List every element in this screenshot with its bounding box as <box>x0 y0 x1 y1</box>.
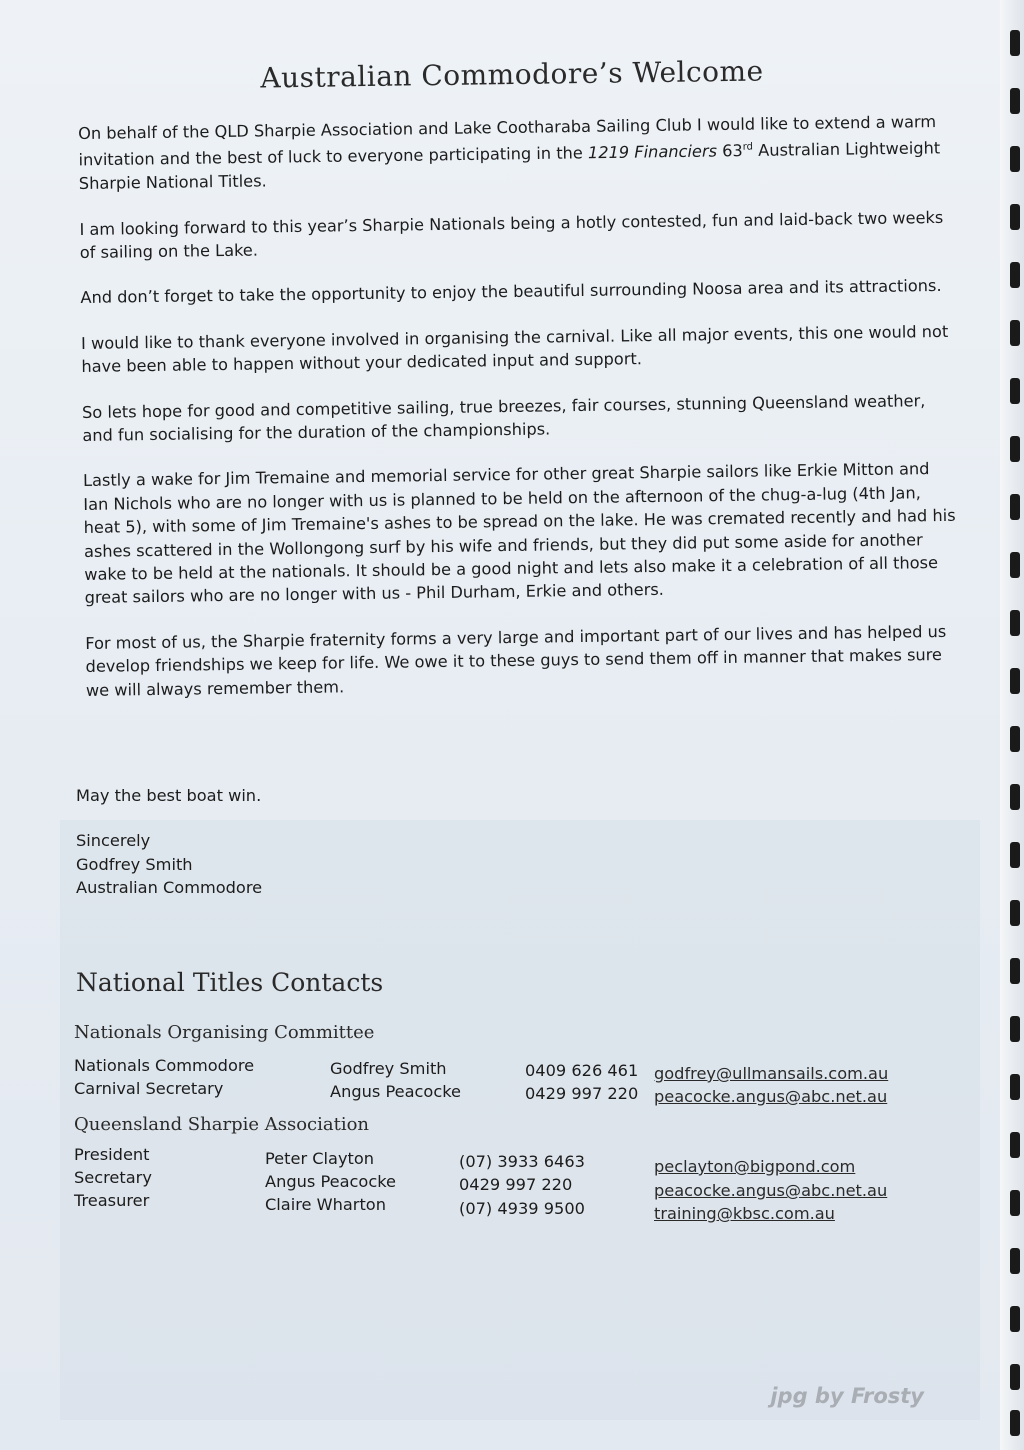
association-name-1: Peter Clayton <box>265 1149 375 1168</box>
signer-title: Australian Commodore <box>76 878 263 898</box>
closing-wish: May the best boat win. <box>76 786 262 805</box>
welcome-paragraph-2: I am looking forward to this year’s Sharpie Nationals being a hotly contested, fun and laid-back two weeks of sailing on the Lake. <box>79 207 944 263</box>
p1-tail: Australian Lightweight Sharpie National Titles. <box>78 138 941 194</box>
committee-role-1: Nationals Commodore <box>74 1056 255 1075</box>
association-role-1: President <box>74 1145 150 1164</box>
committee-name-1: Godfrey Smith <box>330 1059 447 1078</box>
committee-name-2: Angus Peacocke <box>330 1082 461 1101</box>
binding-ring <box>1010 900 1020 926</box>
binding-ring <box>1010 1248 1020 1274</box>
binding-ring <box>1010 610 1020 636</box>
page-title: Australian Commodore’s Welcome <box>260 54 764 95</box>
association-email-2[interactable]: peacocke.angus@abc.net.au <box>654 1181 888 1200</box>
committee-phone-2: 0429 997 220 <box>525 1084 639 1103</box>
association-email-1[interactable]: peclayton@bigpond.com <box>654 1157 856 1176</box>
contacts-heading: National Titles Contacts <box>76 968 384 997</box>
association-phone-2: 0429 997 220 <box>459 1175 573 1194</box>
signer-name: Godfrey Smith <box>76 854 193 874</box>
committee-heading: Nationals Organising Committee <box>74 1022 375 1043</box>
spiral-binding <box>1000 0 1024 1450</box>
committee-email-1[interactable]: godfrey@ullmansails.com.au <box>654 1064 889 1083</box>
binding-ring <box>1010 958 1020 984</box>
photo-credit: jpg by Frosty <box>770 1384 924 1408</box>
association-role-2: Secretary <box>74 1168 152 1187</box>
closing-block <box>76 784 262 900</box>
binding-ring <box>1010 1306 1020 1332</box>
binding-ring <box>1010 320 1020 346</box>
association-role-3: Treasurer <box>74 1191 150 1210</box>
binding-ring <box>1010 552 1020 578</box>
p1-ordinal: 63 <box>716 141 743 161</box>
association-email-3[interactable]: training@kbsc.com.au <box>654 1204 835 1223</box>
ordinal-suffix: rd <box>742 141 754 154</box>
association-name-2: Angus Peacocke <box>265 1172 396 1191</box>
welcome-paragraph-3: And don’t forget to take the opportunity to enjoy the beautiful surrounding Noosa area and its attractions. <box>80 276 942 308</box>
binding-ring <box>1010 378 1020 404</box>
committee-role-2: Carnival Secretary <box>74 1079 224 1098</box>
association-name-3: Claire Wharton <box>265 1195 386 1214</box>
binding-ring <box>1010 842 1020 868</box>
welcome-paragraph-5: So lets hope for good and competitive sailing, true breezes, fair courses, stunning Queensland weather, and fun socialising for the duration of the championships. <box>81 390 926 446</box>
binding-ring <box>1010 30 1020 56</box>
committee-email-2[interactable]: peacocke.angus@abc.net.au <box>654 1087 888 1106</box>
binding-ring <box>1010 726 1020 752</box>
sign-off: Sincerely <box>76 831 151 851</box>
welcome-paragraph-7: For most of us, the Sharpie fraternity forms a very large and important part of our lives and has helped us develop friendships we keep for life. We owe it to these guys to send them off in manner that makes sure we will always remember them. <box>85 621 947 700</box>
binding-ring <box>1010 204 1020 230</box>
binding-ring <box>1010 784 1020 810</box>
p1-text: On behalf of the QLD Sharpie Association and Lake Cootharaba Sailing Club I would like to extend a warm invitation and the best of luck to everyone participating in the <box>78 112 937 170</box>
association-phone-1: (07) 3933 6463 <box>459 1152 585 1171</box>
binding-ring <box>1010 262 1020 288</box>
welcome-letter <box>78 110 958 724</box>
binding-ring <box>1010 1410 1020 1436</box>
association-phone-3: (07) 4939 9500 <box>459 1199 585 1218</box>
committee-phone-1: 0409 626 461 <box>525 1061 639 1080</box>
association-heading: Queensland Sharpie Association <box>74 1114 370 1135</box>
binding-ring <box>1010 1016 1020 1042</box>
welcome-paragraph-6: Lastly a wake for Jim Tremaine and memorial service for other great Sharpie sailors like Erkie Mitton and Ian Nichols who are no longer with us is planned to be held on the afternoon of the chug-a-lug (4th Jan, heat 5), with some of Jim Tremaine's ashes to be spread on the lake. He was cremated recently and had his ashes scattered in the Wollongong surf by his wife and friends, but they did put some aside for another wake to be held at the nationals. It should be a good night and lets also make it a celebration of all those great sailors who are no longer with us - Phil Durham, Erkie and others. <box>82 459 956 608</box>
binding-ring <box>1010 1132 1020 1158</box>
binding-ring <box>1010 668 1020 694</box>
welcome-paragraph-4: I would like to thank everyone involved in organising the carnival. Like all major events, this one would not have been able to happen without your dedicated input and support. <box>80 321 949 377</box>
binding-ring <box>1010 494 1020 520</box>
binding-ring <box>1010 436 1020 462</box>
binding-ring <box>1010 88 1020 114</box>
binding-ring <box>1010 1074 1020 1100</box>
binding-ring <box>1010 1190 1020 1216</box>
binding-ring <box>1010 1364 1020 1390</box>
sponsor-name: 1219 Financiers <box>587 141 718 163</box>
binding-ring <box>1010 146 1020 172</box>
welcome-paragraph-1 <box>78 110 951 196</box>
